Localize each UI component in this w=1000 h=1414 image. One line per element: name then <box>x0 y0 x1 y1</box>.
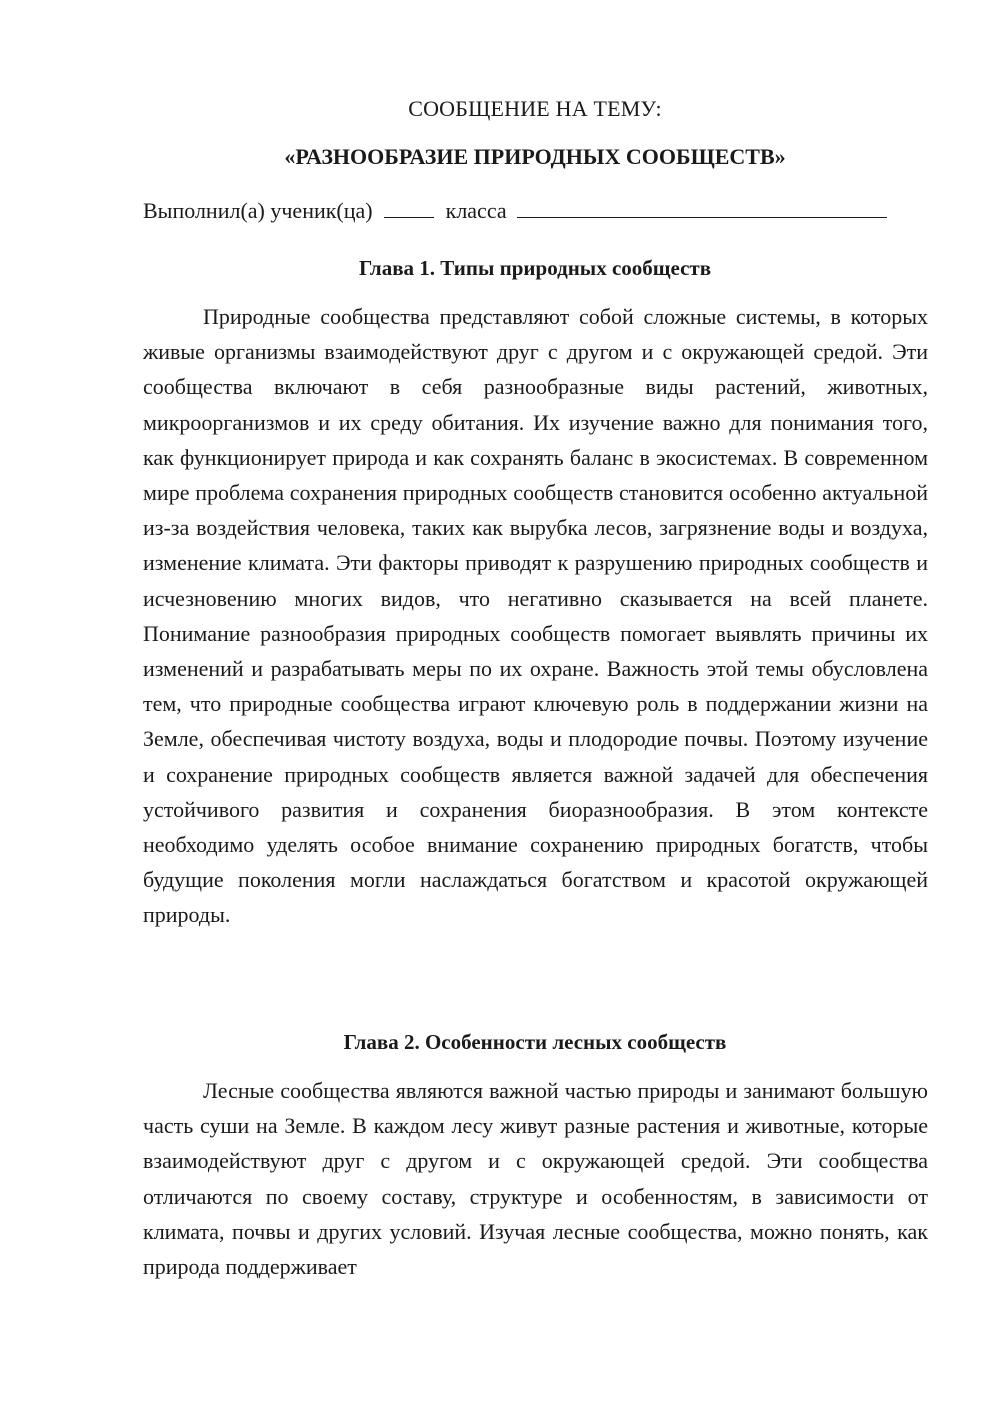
document-topic-title: «РАЗНООБРАЗИЕ ПРИРОДНЫХ СООБЩЕСТВ» <box>284 144 786 169</box>
chapter-1-paragraph: Природные сообщества представляют собой сложные системы, в которых живые организмы взаимодействуют друг с другом и с окружающей средой. Эти сообщества включают в себя разнообразные виды растений, животных, микроорганизмов и их среду обитания. Их изучение важно для понимания того, как функционирует природа и как сохранять баланс в экосистемах. В современном мире проблема сохранения природных сообществ становится особенно актуальной из-за воздействия человека, таких как вырубка лесов, загрязнение воды и воздуха, изменение климата. Эти факторы приводят к разрушению природных сообществ и исчезновению многих видов, что негативно сказывается на всей планете. Понимание разнообразия природных сообществ помогает выявлять причины их изменений и разрабатывать меры по их охране. Важность этой темы обусловлена тем, что природные сообщества играют ключевую роль в поддержании жизни на Земле, обеспечивая чистоту воздуха, воды и плодородие почвы. Поэтому изучение и сохранение природных сообществ является важной задачей для обеспечения устойчивого развития и сохранения биоразнообразия. В этом контексте необходимо уделять особое внимание сохранению природных богатств, чтобы будущие поколения могли наслаждаться богатством и красотой окружающей природы. <box>143 304 928 928</box>
name-blank <box>517 198 887 218</box>
author-line <box>143 198 887 224</box>
chapter-1-title: Глава 1. Типы природных сообществ <box>358 256 712 280</box>
author-prefix: Выполнил(а) ученик(ца) <box>143 198 373 223</box>
class-label: класса <box>445 198 507 223</box>
document-heading: СООБЩЕНИЕ НА ТЕМУ: <box>408 96 662 121</box>
grade-blank <box>384 198 434 218</box>
chapter-2-title: Глава 2. Особенности лесных сообществ <box>343 1030 727 1054</box>
chapter-2-paragraph: Лесные сообщества являются важной частью природы и занимают большую часть суши на Земле. В каждом лесу живут разные растения и животные, которые взаимодействуют друг с другом и с окружающей средой. Эти сообщества отличаются по своему составу, структуре и особенностям, в зависимости от климата, почвы и других условий. Изучая лесные сообщества, можно понять, как природа поддерживает <box>143 1078 928 1280</box>
